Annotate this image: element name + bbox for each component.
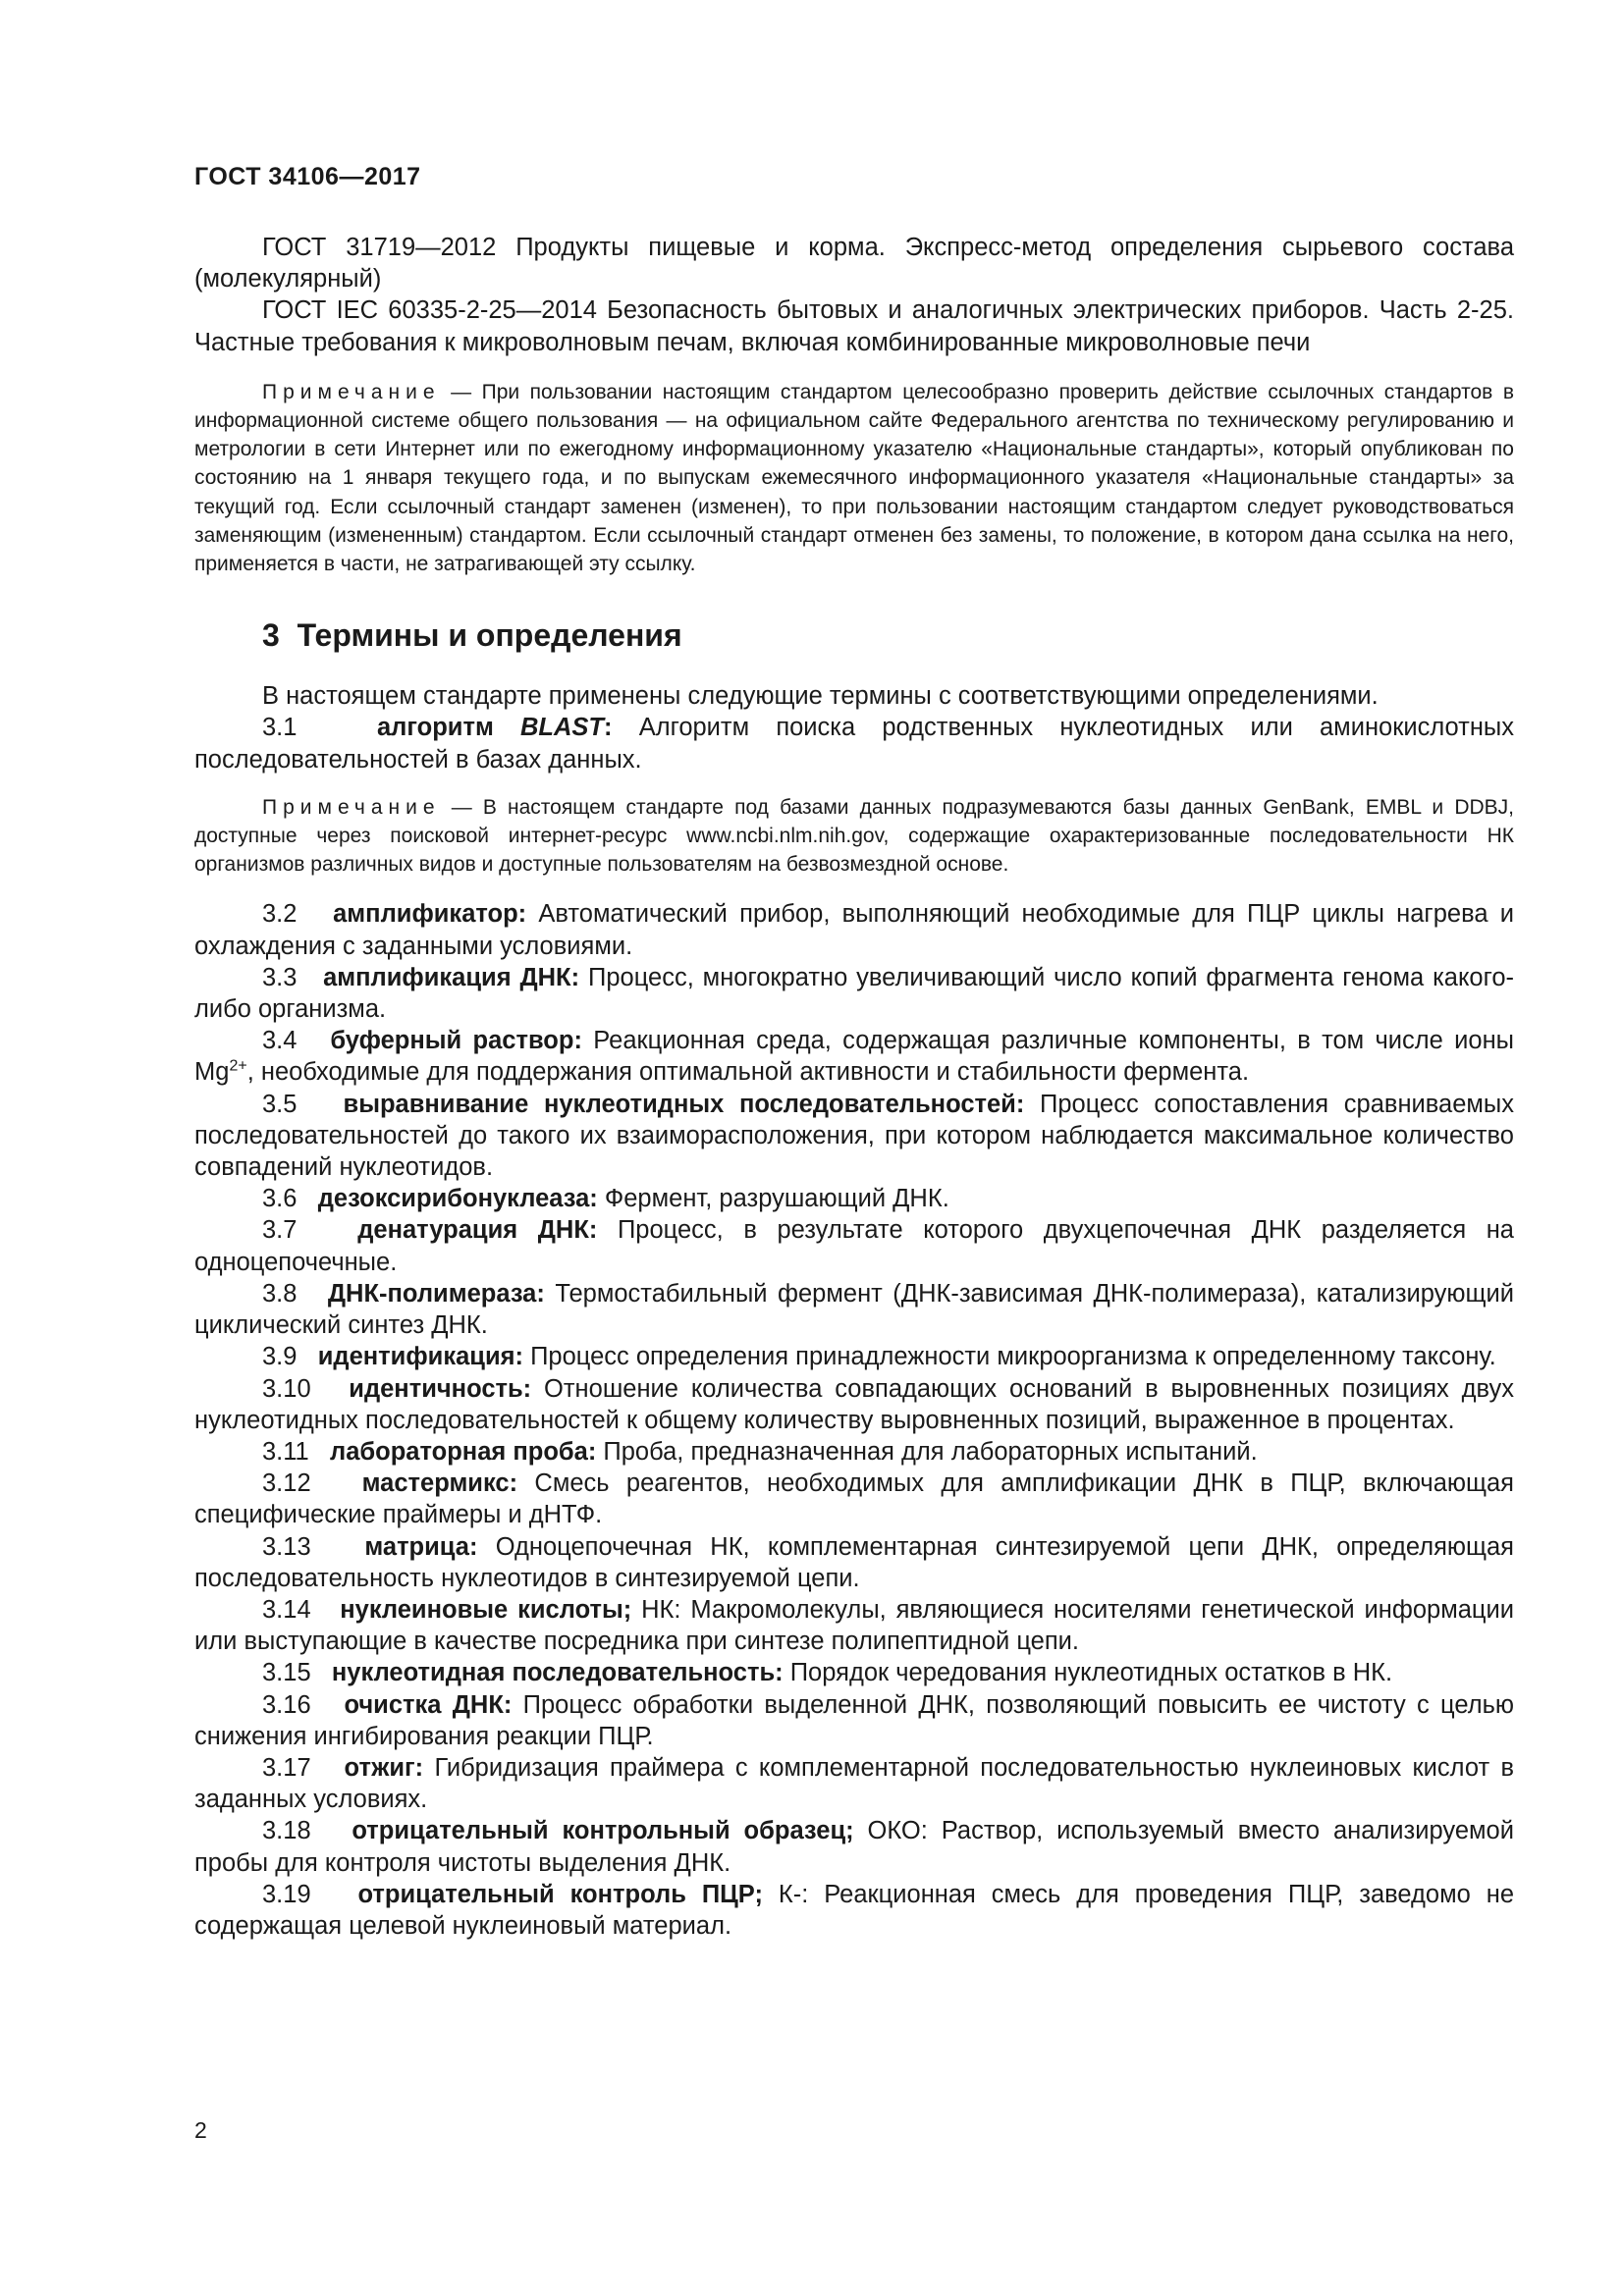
term-name-colon: : (604, 714, 613, 742)
term-definition: Реакционная среда, содержащая различные компоненты, в том числе ионы Mg (194, 1027, 1514, 1087)
note-block (194, 378, 1514, 578)
term-definition: Отношение количества совпадающих оснований в выровненных позициях двух нуклеотидных последовательностей к общему количеству выровненных позиций, выраженное в процентах. (194, 1374, 1514, 1434)
term-entry (194, 1341, 1514, 1372)
term-number: 3.10 (262, 1374, 311, 1403)
superscript: 2+ (229, 1057, 247, 1075)
term-number: 3.4 (262, 1027, 298, 1055)
section-heading (262, 615, 1514, 655)
term-name: денатурация ДНК: (357, 1216, 598, 1245)
term-definition: Порядок чередования нуклеотидных остатков в НК. (783, 1659, 1393, 1687)
term-entry (194, 1468, 1514, 1530)
term-number: 3.17 (262, 1753, 311, 1782)
term-name: идентификация: (317, 1343, 523, 1371)
term-number: 3.8 (262, 1279, 298, 1308)
term-name: отжиг: (344, 1753, 424, 1782)
term-definition: Гибридизация праймера с комплементарной последовательностью нуклеиновых кислот в заданных условиях. (194, 1753, 1514, 1814)
term-number: 3.18 (262, 1817, 311, 1845)
term-entry (194, 1214, 1514, 1277)
term-name-italic: BLAST (520, 714, 605, 742)
term-definition: Процесс, в результате которого двухцепочечная ДНК разделяется на одноцепочечные. (194, 1216, 1514, 1276)
term-list (194, 898, 1514, 1025)
term-number: 3.14 (262, 1595, 311, 1624)
term-number: 3.1 (262, 714, 298, 742)
term-number: 3.19 (262, 1880, 311, 1908)
term-entry (194, 962, 1514, 1025)
term-definition: ОКО: Раствор, используемый вместо анализируемой пробы для контроля чистоты выделения ДНК. (194, 1817, 1514, 1877)
term-number: 3.6 (262, 1185, 298, 1213)
note-block (194, 793, 1514, 880)
term-number: 3.9 (262, 1343, 298, 1371)
term-definition: Проба, предназначенная для лабораторных испытаний. (596, 1437, 1258, 1466)
term-name: амплификация ДНК: (323, 963, 580, 991)
term-definition: Алгоритм поиска родственных нуклеотидных или аминокислотных последовательностей в базах данных. (194, 714, 1514, 774)
page-header: ГОСТ 34106—2017 (194, 163, 421, 190)
note-label: Примечание (262, 795, 441, 819)
term-entry (194, 1752, 1514, 1815)
term-entry (194, 1531, 1514, 1594)
term-name: алгоритм (376, 714, 521, 742)
term-number: 3.11 (262, 1437, 309, 1466)
term-entry (194, 712, 1514, 774)
term-number: 3.16 (262, 1690, 311, 1719)
term-name: нуклеиновые кислоты; (340, 1595, 632, 1624)
note-label: Примечание (262, 380, 441, 403)
page-content (194, 232, 1514, 1942)
term-entry (194, 1278, 1514, 1341)
term-definition: Термостабильный фермент (ДНК-зависимая ДНК-полимераза), катализирующий циклический синтез ДНК. (194, 1279, 1514, 1340)
term-definition: Фермент, разрушающий ДНК. (597, 1185, 949, 1213)
term-name: буферный раствор: (330, 1027, 582, 1055)
term-name: дезоксирибонуклеаза: (317, 1185, 598, 1213)
term-definition: Процесс определения принадлежности микроорганизма к определенному таксону. (523, 1343, 1496, 1371)
term-entry (194, 1089, 1514, 1184)
reference-entry: ГОСТ IEC 60335-2-25—2014 Безопасность бытовых и аналогичных электрических приборов. Часть 2-25. Частные требования к микроволновым печам, включая комбинированные микроволновые печи (194, 296, 1514, 356)
note-text: — В настоящем стандарте под базами данных подразумеваются базы данных GenBank, EMBL и DDBJ, доступные через поисковой интернет-ресурс www.ncbi.nlm.nih.gov, содержащие охарактеризованные последовательности НК организмов различных видов и доступные пользователям на безвозмездной основе. (194, 795, 1514, 877)
term-entry (194, 1815, 1514, 1878)
term-definition: , необходимые для поддержания оптимальной активности и стабильности фермента. (246, 1058, 1250, 1087)
term-number: 3.15 (262, 1659, 311, 1687)
term-entry (194, 1183, 1514, 1214)
term-name: амплификатор: (333, 900, 527, 929)
section-intro: В настоящем стандарте применены следующие термины с соответствующими определениями. (262, 682, 1379, 711)
term-entry (194, 898, 1514, 961)
term-definition: Автоматический прибор, выполняющий необходимые для ПЦР циклы нагрева и охлаждения с заданными условиями. (194, 900, 1514, 960)
section-title: Термины и определения (297, 617, 682, 654)
term-list (194, 1089, 1514, 1942)
term-entry (194, 1657, 1514, 1688)
term-entry (194, 1436, 1514, 1468)
term-name: идентичность: (349, 1374, 532, 1403)
term-number: 3.2 (262, 900, 298, 929)
term-number: 3.13 (262, 1532, 311, 1561)
term-entry (194, 1373, 1514, 1436)
term-definition: Процесс обработки выделенной ДНК, позволяющий повысить ее чистоту с целью снижения ингибирования реакции ПЦР. (194, 1690, 1514, 1750)
term-name: лабораторная проба: (330, 1437, 597, 1466)
section-number: 3 (262, 617, 280, 654)
term-definition: Процесс сопоставления сравниваемых последовательностей до такого их взаиморасположения, при котором наблюдается максимальное количество совпадений нуклеотидов. (194, 1090, 1515, 1182)
term-number: 3.5 (262, 1090, 298, 1118)
page-number: 2 (194, 2117, 207, 2143)
term-name: ДНК-полимераза: (327, 1279, 545, 1308)
term-name: отрицательный контрольный образец; (352, 1817, 854, 1845)
term-name: мастермикс: (361, 1469, 518, 1498)
term-name: отрицательный контроль ПЦР; (357, 1880, 763, 1908)
term-number: 3.12 (262, 1469, 311, 1498)
term-definition: Процесс, многократно увеличивающий число копий фрагмента генома какого-либо организма. (194, 963, 1515, 1024)
term-definition: Смесь реагентов, необходимых для амплификации ДНК в ПЦР, включающая специфические праймеры и дНТФ. (194, 1469, 1514, 1529)
term-definition: НК: Макромолекулы, являющиеся носителями генетической информации или выступающие в качестве посредника при синтезе полипептидной цепи. (194, 1595, 1514, 1656)
term-definition: Одноцепочечная НК, комплементарная синтезируемой цепи ДНК, определяющая последовательность нуклеотидов в синтезируемой цепи. (194, 1532, 1514, 1592)
term-entry (194, 1025, 1514, 1088)
term-name: нуклеотидная последовательность: (331, 1659, 784, 1687)
term-entry (194, 1689, 1514, 1752)
note-text: — При пользовании настоящим стандартом целесообразно проверить действие ссылочных стандартов в информационной системе общего пользования — на официальном сайте Федерального агентства по техническому регулированию и метрологии в сети Интернет или по ежегодному информационному указателю «Национальные стандарты», который опубликован по состоянию на 1 января текущего года, и по выпускам ежемесячного информационного указателя «Национальные стандарты» за текущий год. Если ссылочный стандарт заменен (изменен), то при пользовании настоящим стандартом следует руководствоваться заменяющим (измененным) стандартом. Если ссылочный стандарт отменен без замены, то положение, в котором дана ссылка на него, применяется в части, не затрагивающей эту ссылку. (194, 380, 1514, 576)
term-definition: К-: Реакционная смесь для проведения ПЦР, заведомо не содержащая целевой нуклеиновый материал. (194, 1880, 1515, 1940)
term-name: матрица: (364, 1532, 478, 1561)
term-number: 3.3 (262, 963, 298, 991)
term-entry (194, 1879, 1514, 1942)
term-name: выравнивание нуклеотидных последовательностей: (343, 1090, 1025, 1118)
term-number: 3.7 (262, 1216, 298, 1245)
term-entry (194, 1594, 1514, 1657)
reference-entry: ГОСТ 31719—2012 Продукты пищевые и корма. Экспресс-метод определения сырьевого состава (молекулярный) (194, 234, 1514, 294)
term-name: очистка ДНК: (344, 1690, 513, 1719)
